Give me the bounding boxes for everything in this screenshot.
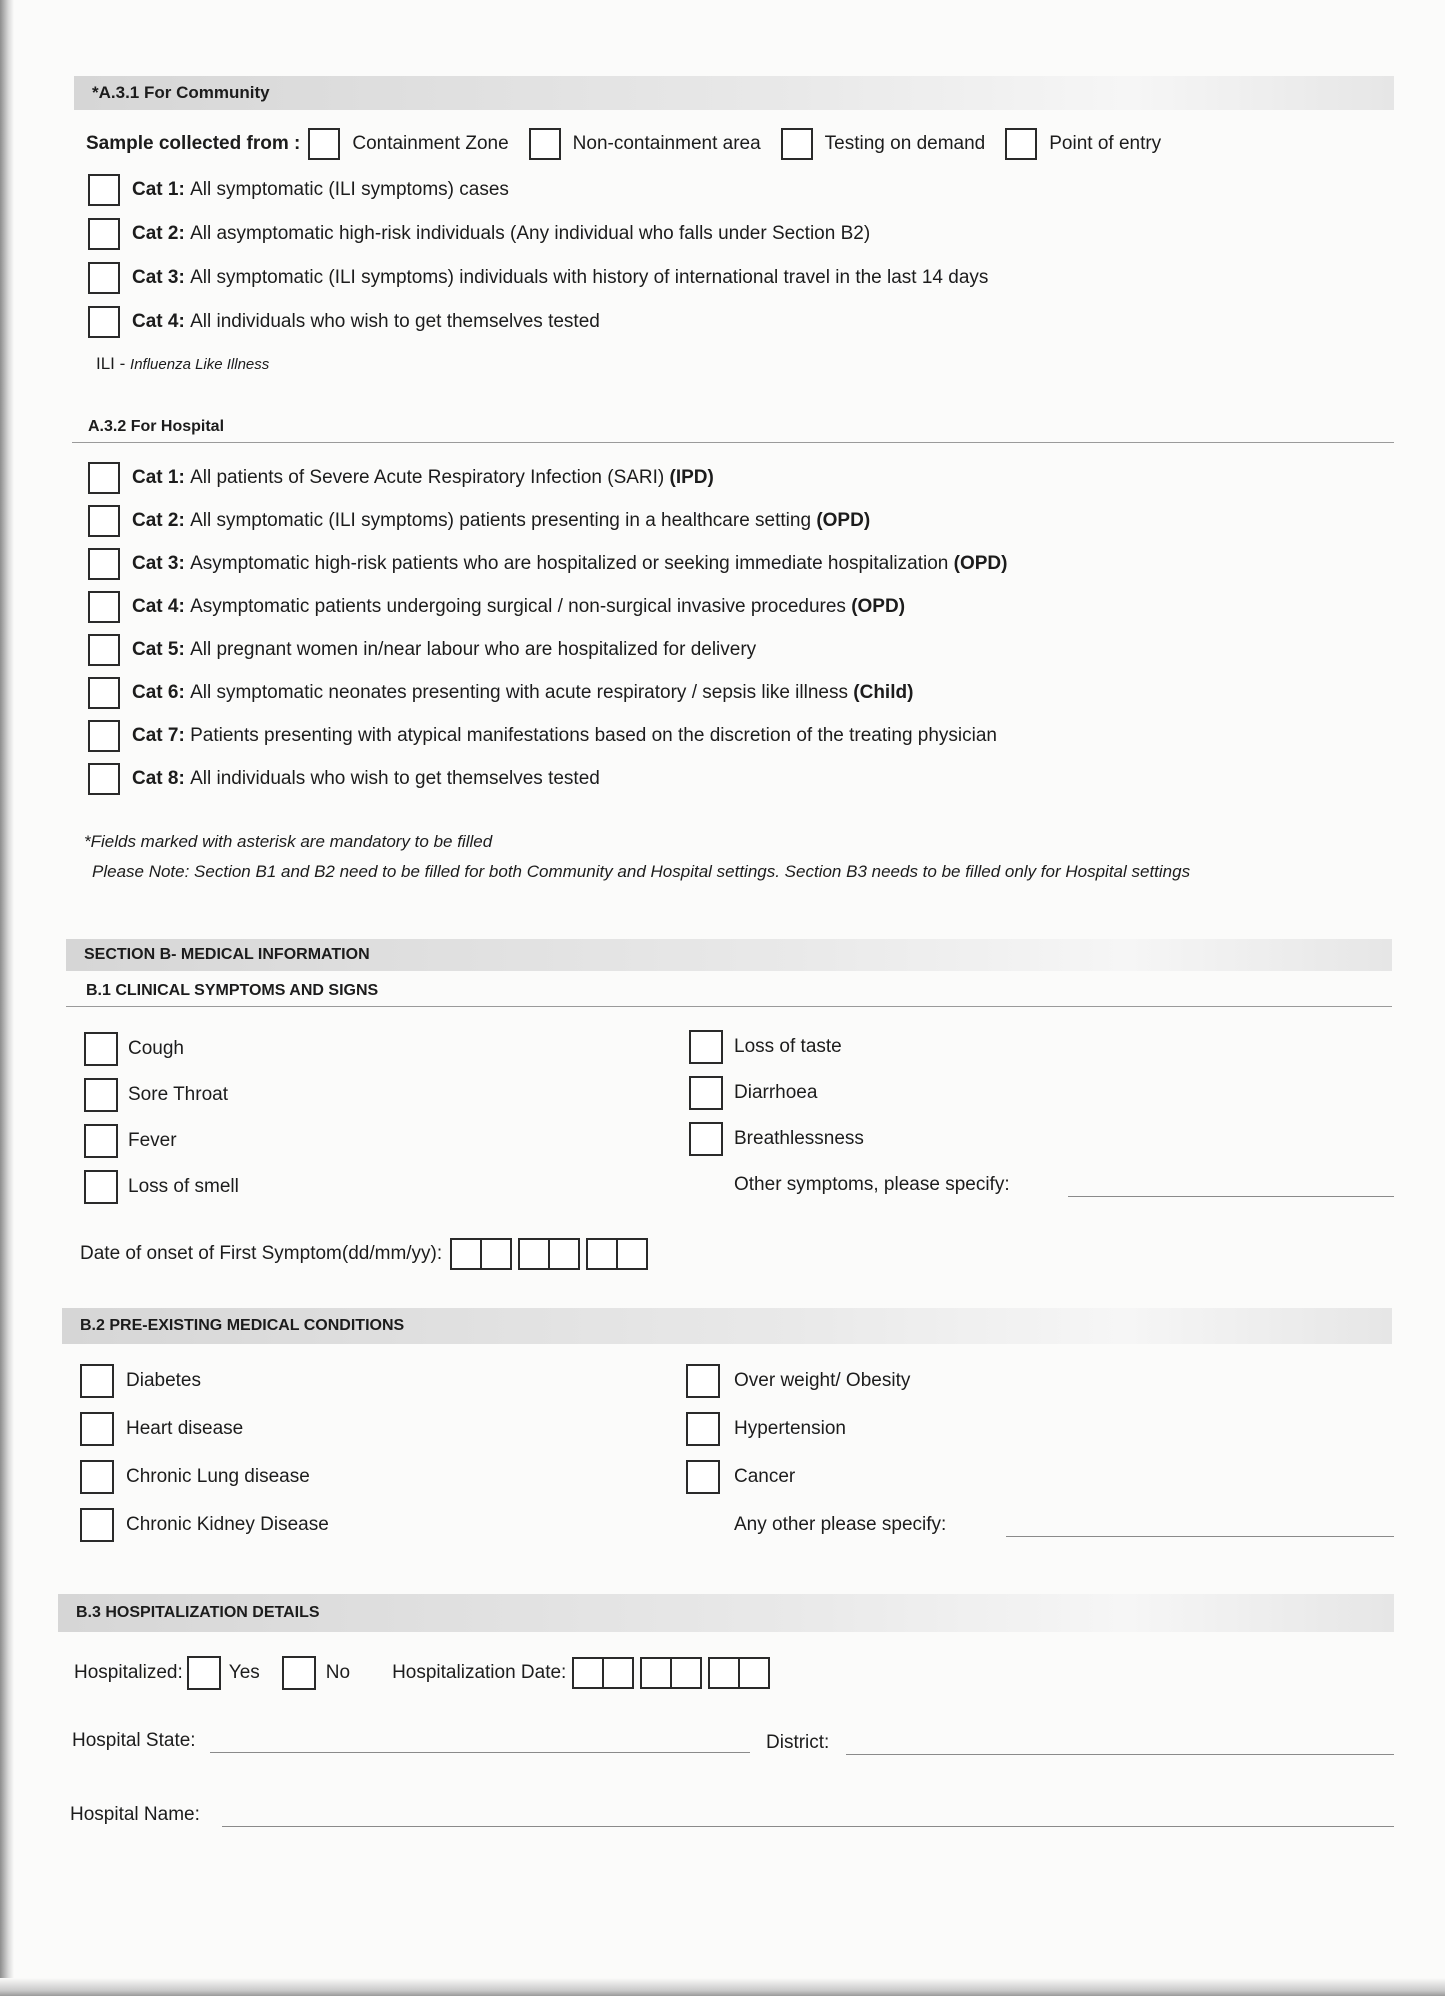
onset-date-row <box>80 1238 654 1270</box>
other-symptoms-label: Other symptoms, please specify: <box>734 1174 1010 1195</box>
symptom-fever <box>84 1124 177 1158</box>
sample-collected-label: Sample collected from : <box>86 133 301 154</box>
b1-heading-text: B.1 CLINICAL SYMPTOMS AND SIGNS <box>86 982 379 999</box>
community-cat-3 <box>88 262 988 294</box>
hypertension-label: Hypertension <box>734 1418 846 1439</box>
heart-disease-label: Heart disease <box>126 1418 244 1439</box>
ili-full: Influenza Like Illness <box>130 355 270 373</box>
point-of-entry-label: Point of entry <box>1049 133 1162 154</box>
hospitalization-day-field[interactable] <box>572 1657 634 1689</box>
hospital-cat-4-label: Cat 4: <box>132 596 185 617</box>
testing-on-demand-checkbox[interactable] <box>781 128 813 160</box>
hospitalized-row <box>74 1656 776 1690</box>
hospital-cat-6 <box>88 677 913 709</box>
please-note: Please Note: Section B1 and B2 need to be filled for both Community and Hospital settings. Section B3 needs to be filled only for Hospital settings <box>92 862 1191 881</box>
community-cat-3-checkbox[interactable] <box>88 262 120 294</box>
hypertension-checkbox[interactable] <box>686 1412 720 1446</box>
onset-day-field[interactable] <box>450 1238 512 1270</box>
hospital-cat-6-tag: (Child) <box>853 682 914 703</box>
chronic-kidney-label: Chronic Kidney Disease <box>126 1514 329 1535</box>
loss-of-taste-label: Loss of taste <box>734 1036 842 1057</box>
page-left-edge <box>0 0 14 1996</box>
community-cat-2-label: Cat 2: <box>132 223 185 244</box>
community-cat-1-checkbox[interactable] <box>88 174 120 206</box>
section-b-heading <box>66 939 1392 971</box>
hospital-cat-5-text: All pregnant women in/near labour who are hospitalized for delivery <box>190 639 757 660</box>
hospital-cat-2-text: All symptomatic (ILI symptoms) patients presenting in a healthcare setting <box>190 510 812 531</box>
hospital-cat-3-text: Asymptomatic high-risk patients who are hospitalized or seeking immediate hospitalization <box>190 553 949 574</box>
community-heading <box>74 76 1394 110</box>
hospitalized-yes-label: Yes <box>228 1662 260 1683</box>
hospital-cat-1-checkbox[interactable] <box>88 462 120 494</box>
page-bottom-edge <box>0 1978 1445 1996</box>
hospital-cat-4 <box>88 591 905 623</box>
onset-date-label: Date of onset of First Symptom(dd/mm/yy): <box>80 1243 443 1264</box>
hospital-cat-1-label: Cat 1: <box>132 467 185 488</box>
hospitalized-label: Hospitalized: <box>74 1662 183 1683</box>
diarrhoea-checkbox[interactable] <box>689 1076 723 1110</box>
loss-of-taste-checkbox[interactable] <box>689 1030 723 1064</box>
onset-month-field[interactable] <box>518 1238 580 1270</box>
chronic-lung-checkbox[interactable] <box>80 1460 114 1494</box>
obesity-checkbox[interactable] <box>686 1364 720 1398</box>
hospital-name-field[interactable] <box>222 1826 1394 1827</box>
heart-disease-checkbox[interactable] <box>80 1412 114 1446</box>
condition-obesity <box>686 1364 910 1398</box>
section-b-heading-text: SECTION B- MEDICAL INFORMATION <box>84 946 370 963</box>
hospital-cat-8 <box>88 763 600 795</box>
hospital-cat-8-checkbox[interactable] <box>88 763 120 795</box>
hospital-cat-7-text: Patients presenting with atypical manifestations based on the discretion of the treating physician <box>190 725 997 746</box>
symptom-sore-throat <box>84 1078 228 1112</box>
district-field[interactable] <box>846 1754 1394 1755</box>
b1-heading <box>66 982 1392 1007</box>
hospital-name-label: Hospital Name: <box>70 1804 200 1825</box>
hospital-cat-4-tag: (OPD) <box>851 596 906 617</box>
hospital-heading <box>72 418 1394 443</box>
non-containment-label: Non-containment area <box>572 133 761 154</box>
hospital-state-field[interactable] <box>210 1752 750 1753</box>
breathlessness-label: Breathlessness <box>734 1128 864 1149</box>
hospitalized-no-label: No <box>325 1662 351 1683</box>
diarrhoea-label: Diarrhoea <box>734 1082 818 1103</box>
hospital-cat-3-tag: (OPD) <box>953 553 1008 574</box>
community-cat-3-text: All symptomatic (ILI symptoms) individuals with history of international travel in the last 14 days <box>190 267 989 288</box>
district-row <box>766 1732 829 1754</box>
hospitalized-no-checkbox[interactable] <box>282 1656 316 1690</box>
onset-year-field[interactable] <box>586 1238 648 1270</box>
hospital-heading-text: A.3.2 For Hospital <box>88 418 225 435</box>
symptom-diarrhoea <box>689 1076 817 1110</box>
breathlessness-checkbox[interactable] <box>689 1122 723 1156</box>
b3-heading <box>58 1594 1394 1632</box>
hospital-cat-2 <box>88 505 870 537</box>
sore-throat-checkbox[interactable] <box>84 1078 118 1112</box>
obesity-label: Over weight/ Obesity <box>734 1370 911 1391</box>
cancer-label: Cancer <box>734 1466 796 1487</box>
mandatory-note: *Fields marked with asterisk are mandatory to be filled <box>84 832 493 851</box>
hospital-cat-8-text: All individuals who wish to get themselves tested <box>190 768 600 789</box>
diabetes-checkbox[interactable] <box>80 1364 114 1398</box>
diabetes-label: Diabetes <box>126 1370 201 1391</box>
hospitalization-year-field[interactable] <box>708 1657 770 1689</box>
sore-throat-label: Sore Throat <box>128 1084 228 1105</box>
hospital-cat-6-checkbox[interactable] <box>88 677 120 709</box>
b2-heading-text: B.2 PRE-EXISTING MEDICAL CONDITIONS <box>80 1317 405 1334</box>
b2-heading <box>62 1308 1392 1344</box>
hospital-cat-5-checkbox[interactable] <box>88 634 120 666</box>
community-cat-4-text: All individuals who wish to get themselves tested <box>190 311 600 332</box>
containment-zone-label: Containment Zone <box>352 133 509 154</box>
hospitalized-yes-checkbox[interactable] <box>187 1656 221 1690</box>
hospital-name-row <box>70 1804 200 1826</box>
district-label: District: <box>766 1732 830 1753</box>
hospital-cat-2-tag: (OPD) <box>816 510 871 531</box>
hospital-cat-3-checkbox[interactable] <box>88 548 120 580</box>
hospitalization-month-field[interactable] <box>640 1657 702 1689</box>
symptom-cough <box>84 1032 184 1066</box>
chronic-lung-label: Chronic Lung disease <box>126 1466 310 1487</box>
loss-of-smell-label: Loss of smell <box>128 1176 239 1197</box>
community-cat-4-checkbox[interactable] <box>88 306 120 338</box>
fever-label: Fever <box>128 1130 177 1151</box>
hospital-cat-4-text: Asymptomatic patients undergoing surgical / non-surgical invasive procedures <box>190 596 846 617</box>
sample-collected-row <box>86 128 1161 160</box>
community-heading-text: *A.3.1 For Community <box>92 83 270 102</box>
hospital-state-label: Hospital State: <box>72 1730 196 1751</box>
other-symptoms-row <box>734 1174 1010 1196</box>
ili-abbr: ILI - <box>96 354 126 373</box>
hospital-cat-1-tag: (IPD) <box>669 467 714 488</box>
non-containment-checkbox[interactable] <box>529 128 561 160</box>
any-other-condition-row <box>734 1514 946 1536</box>
hospital-cat-5 <box>88 634 756 666</box>
condition-chronic-kidney <box>80 1508 329 1542</box>
condition-diabetes <box>80 1364 201 1398</box>
community-cat-2-text: All asymptomatic high-risk individuals (Any individual who falls under Section B2) <box>190 223 871 244</box>
condition-chronic-lung <box>80 1460 310 1494</box>
any-other-condition-label: Any other please specify: <box>734 1514 947 1535</box>
condition-heart-disease <box>80 1412 243 1446</box>
hospital-cat-1-text: All patients of Severe Acute Respiratory Infection (SARI) <box>190 467 665 488</box>
condition-hypertension <box>686 1412 846 1446</box>
hospital-cat-6-text: All symptomatic neonates presenting with acute respiratory / sepsis like illness <box>190 682 848 703</box>
hospital-cat-7 <box>88 720 997 752</box>
hospital-cat-7-checkbox[interactable] <box>88 720 120 752</box>
community-cat-2-checkbox[interactable] <box>88 218 120 250</box>
hospital-cat-7-label: Cat 7: <box>132 725 185 746</box>
hospital-cat-6-label: Cat 6: <box>132 682 185 703</box>
ili-footnote <box>96 354 269 374</box>
any-other-condition-field[interactable] <box>1006 1536 1394 1537</box>
community-cat-1 <box>88 174 509 206</box>
community-cat-3-label: Cat 3: <box>132 267 185 288</box>
condition-cancer <box>686 1460 795 1494</box>
hospital-cat-4-checkbox[interactable] <box>88 591 120 623</box>
community-cat-4-label: Cat 4: <box>132 311 185 332</box>
hospital-state-row <box>72 1730 196 1752</box>
point-of-entry-checkbox[interactable] <box>1005 128 1037 160</box>
cancer-checkbox[interactable] <box>686 1460 720 1494</box>
community-cat-2 <box>88 218 870 250</box>
cough-checkbox[interactable] <box>84 1032 118 1066</box>
hospital-cat-5-label: Cat 5: <box>132 639 185 660</box>
symptom-loss-of-smell <box>84 1170 239 1204</box>
hospital-cat-1 <box>88 462 714 494</box>
testing-on-demand-label: Testing on demand <box>824 133 986 154</box>
fever-checkbox[interactable] <box>84 1124 118 1158</box>
hospital-cat-3 <box>88 548 1007 580</box>
hospital-cat-8-label: Cat 8: <box>132 768 185 789</box>
hospital-cat-3-label: Cat 3: <box>132 553 185 574</box>
loss-of-smell-checkbox[interactable] <box>84 1170 118 1204</box>
b3-heading-text: B.3 HOSPITALIZATION DETAILS <box>76 1604 320 1621</box>
hospital-cat-2-checkbox[interactable] <box>88 505 120 537</box>
community-cat-1-text: All symptomatic (ILI symptoms) cases <box>190 179 509 200</box>
hospital-cat-2-label: Cat 2: <box>132 510 185 531</box>
hospitalization-date-label: Hospitalization Date: <box>392 1662 567 1683</box>
containment-zone-checkbox[interactable] <box>308 128 340 160</box>
symptom-loss-of-taste <box>689 1030 842 1064</box>
community-cat-4 <box>88 306 600 338</box>
community-cat-1-label: Cat 1: <box>132 179 185 200</box>
symptom-breathlessness <box>689 1122 864 1156</box>
other-symptoms-field[interactable] <box>1068 1196 1394 1197</box>
chronic-kidney-checkbox[interactable] <box>80 1508 114 1542</box>
cough-label: Cough <box>128 1038 184 1059</box>
